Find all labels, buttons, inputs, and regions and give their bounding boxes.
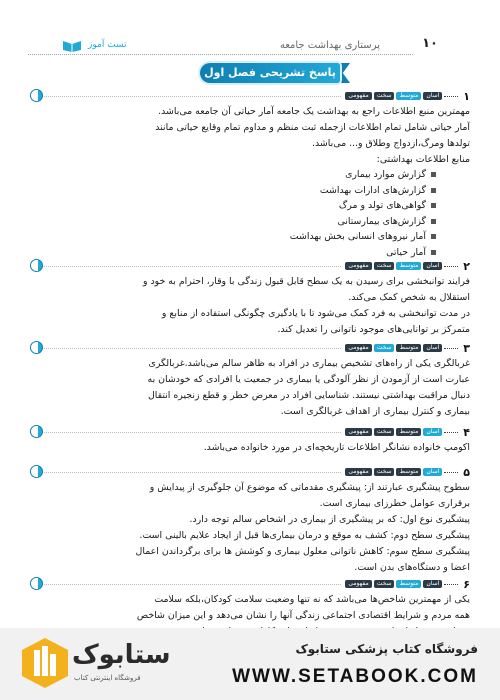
store-url[interactable]: WWW.SETABOOK.COM (232, 666, 478, 687)
dotted-leader (444, 348, 458, 349)
answer-header (30, 465, 470, 479)
list-item (30, 183, 436, 199)
half-moon-icon (30, 465, 43, 478)
list-item (30, 245, 436, 261)
square-bullet-icon (431, 234, 436, 239)
page-footer (0, 628, 500, 700)
answer-text-line: مهمترین منبع اطلاعات راجع به بهداشت یک جامعه آمار حیاتی آن جامعه می‌باشد. (158, 106, 470, 117)
difficulty-tag: مفهومی (345, 344, 371, 352)
answer-text-line: همه مردم و شرایط اقتصادی اجتماعی زندگی آنها را نشان می‌دهد و این میزان شاخص (136, 610, 470, 621)
difficulty-tags (345, 92, 442, 100)
half-moon-icon (30, 89, 43, 102)
difficulty-tags (345, 344, 442, 352)
header-rule (30, 584, 341, 585)
bullet-list (30, 167, 436, 260)
square-bullet-icon (431, 203, 436, 208)
answer-text-line: پیشگیری سطح دوم: کشف به موقع و درمان بیماری‌ها قبل از ایجاد علایم بالینی است. (139, 530, 470, 541)
header-rule (30, 96, 341, 97)
running-title: پرستاری بهداشت جامعه (279, 40, 380, 51)
answer-block (30, 259, 470, 337)
answer-text-line: اکومپ خانواده نشانگر اطلاعات تاریخچه‌ای در مورد خانواده می‌باشد. (203, 442, 470, 453)
header-rule (30, 432, 341, 433)
answer-number: ۳ (463, 341, 470, 355)
answer-header (30, 341, 470, 355)
difficulty-tag: آسان (423, 92, 442, 100)
difficulty-tag: متوسط (396, 580, 421, 588)
difficulty-tags (345, 580, 442, 588)
list-item (30, 198, 436, 214)
logo-tagline: فروشگاه اینترنتی کتاب (74, 674, 141, 682)
answer-text-line: منابع اطلاعات بهداشتی: (376, 154, 470, 165)
answer-text-line: سطوح پیشگیری عبارتند از: پیشگیری مقدماتی که موضوع آن جلوگیری از پیدایش و (149, 482, 470, 493)
difficulty-tag: سخت (374, 92, 395, 100)
answer-block (30, 89, 470, 260)
difficulty-tag: مفهومی (345, 92, 371, 100)
header-rule (30, 266, 341, 267)
answer-header (30, 577, 470, 591)
list-item-text: گزارش‌های ادارات بهداشت (319, 184, 426, 196)
answer-text-line: آمار حیاتی شامل تمام اطلاعات ازجمله ثبت منظم و مداوم تمام وقایع حیاتی مانند (155, 122, 470, 133)
square-bullet-icon (431, 172, 436, 177)
difficulty-tag: مفهومی (345, 428, 371, 436)
difficulty-tag: سخت (374, 262, 395, 270)
answer-number: ۵ (463, 465, 470, 479)
section-banner: پاسخ تشریحی فصل اول (200, 63, 340, 83)
answer-text-line: یکی از مهمترین شاخص‌ها می‌باشد که نه تنها وضعیت سلامت کودکان،بلکه سلامت (154, 594, 470, 605)
list-item-text: گواهی‌های تولد و مرگ (338, 200, 426, 211)
difficulty-tag: مفهومی (345, 468, 371, 476)
answer-block (30, 465, 470, 575)
half-moon-icon (30, 577, 43, 590)
brand-name: تست آموز (88, 40, 127, 50)
answer-text-line: متمرکز بر توانایی‌های موجود ناتوانی را تعدیل کند. (277, 324, 470, 335)
difficulty-tag: آسان (423, 262, 442, 270)
answer-header (30, 425, 470, 439)
half-moon-icon (30, 259, 43, 272)
answer-number: ۶ (463, 577, 470, 591)
dotted-leader (444, 96, 458, 97)
answer-text-line: تولدها ومرگ،ازدواج وطلاق و... می‌باشد. (312, 138, 470, 149)
difficulty-tag: سخت (374, 468, 395, 476)
dotted-leader (444, 584, 458, 585)
logo-wordmark: ستابوک (72, 640, 171, 670)
difficulty-tag: سخت (374, 344, 395, 352)
answer-number: ۲ (463, 259, 470, 273)
answer-text-line: دنبال مراقبت بهداشتی نیستند. شناسایی افراد در معرض خطر و قطع زنجیره انتقال (147, 390, 470, 401)
list-item (30, 167, 436, 183)
difficulty-tag: مفهومی (345, 262, 371, 270)
answer-text-line: بیماری و کنترل بیماری از اهداف غربالگری است. (280, 406, 470, 417)
difficulty-tag: متوسط (396, 468, 421, 476)
square-bullet-icon (431, 188, 436, 193)
dotted-leader (444, 432, 458, 433)
difficulty-tags (345, 468, 442, 476)
answer-text-line: استقلال به شخص کمک می‌کند. (348, 292, 470, 303)
header-rule (30, 348, 341, 349)
difficulty-tag: متوسط (396, 262, 421, 270)
difficulty-tag: آسان (423, 468, 442, 476)
answer-text-line: برقراری عوامل خطر‌زای بیماری است. (319, 498, 470, 509)
difficulty-tag: متوسط (396, 92, 421, 100)
answer-text-line: غربالگری یکی از راه‌های تشخیص بیماری در افراد به ظاهر سالم می‌باشد.غربالگری (148, 358, 470, 369)
half-moon-icon (30, 425, 43, 438)
difficulty-tag: آسان (423, 428, 442, 436)
half-moon-icon (30, 341, 43, 354)
square-bullet-icon (431, 219, 436, 224)
answer-header (30, 259, 470, 273)
difficulty-tag: متوسط (396, 428, 421, 436)
square-bullet-icon (431, 250, 436, 255)
dotted-leader (444, 266, 458, 267)
difficulty-tag: متوسط (396, 344, 421, 352)
page-number: ۱۰ (422, 36, 438, 51)
list-item-text: گزارش‌های بیمارستانی (337, 215, 426, 227)
difficulty-tag: سخت (374, 428, 395, 436)
difficulty-tag: آسان (423, 580, 442, 588)
header-divider (28, 54, 413, 55)
difficulty-tag: آسان (423, 344, 442, 352)
answer-header (30, 89, 470, 103)
store-name: فروشگاه کتاب پزشکی ستابوک (295, 642, 478, 656)
list-item (30, 229, 436, 245)
answer-block (30, 341, 470, 419)
difficulty-tags (345, 262, 442, 270)
page-header (0, 0, 500, 62)
dotted-leader (444, 472, 458, 473)
difficulty-tags (345, 428, 442, 436)
list-item-text: آمار حیاتی (386, 246, 426, 258)
difficulty-tag: مفهومی (345, 580, 371, 588)
answer-number: ۴ (463, 425, 470, 439)
answer-text-line: در مدت توانبخشی به فرد کمک می‌شود تا با یادگیری چگونگی استفاده از منابع و (161, 308, 470, 319)
header-rule (30, 472, 341, 473)
answer-text-line: پیشگیری نوع اول: که بر پیشگیری از بیماری در اشخاص سالم توجه دارد. (189, 514, 470, 525)
answer-text-line: فرایند توانبخشی برای رسیدن به یک سطح قابل قبول زندگی با وقار، احترام به خود و (142, 276, 470, 287)
book-logo-icon (62, 38, 82, 52)
setabook-logo-icon (20, 636, 70, 690)
answer-block (30, 425, 470, 455)
difficulty-tag: سخت (374, 580, 395, 588)
answer-number: ۱ (463, 89, 470, 103)
answer-text-line: پیشگیری سطح سوم: کاهش ناتوانی معلول بیماری و کوشش ها برای برگرداندن اعمال (135, 546, 470, 557)
answer-text-line: اعضا و دستگاه‌های بدن است. (354, 562, 470, 573)
list-item-text: آمار نیروهای انسانی بخش بهداشت (289, 231, 426, 242)
answer-text-line: عبارت است از آزمودن از نظر آلودگی یا بیماری در جمعیت یا افرادی که خودشان به (147, 374, 470, 385)
list-item-text: گزارش موارد بیماری (345, 169, 426, 180)
list-item (30, 214, 436, 230)
